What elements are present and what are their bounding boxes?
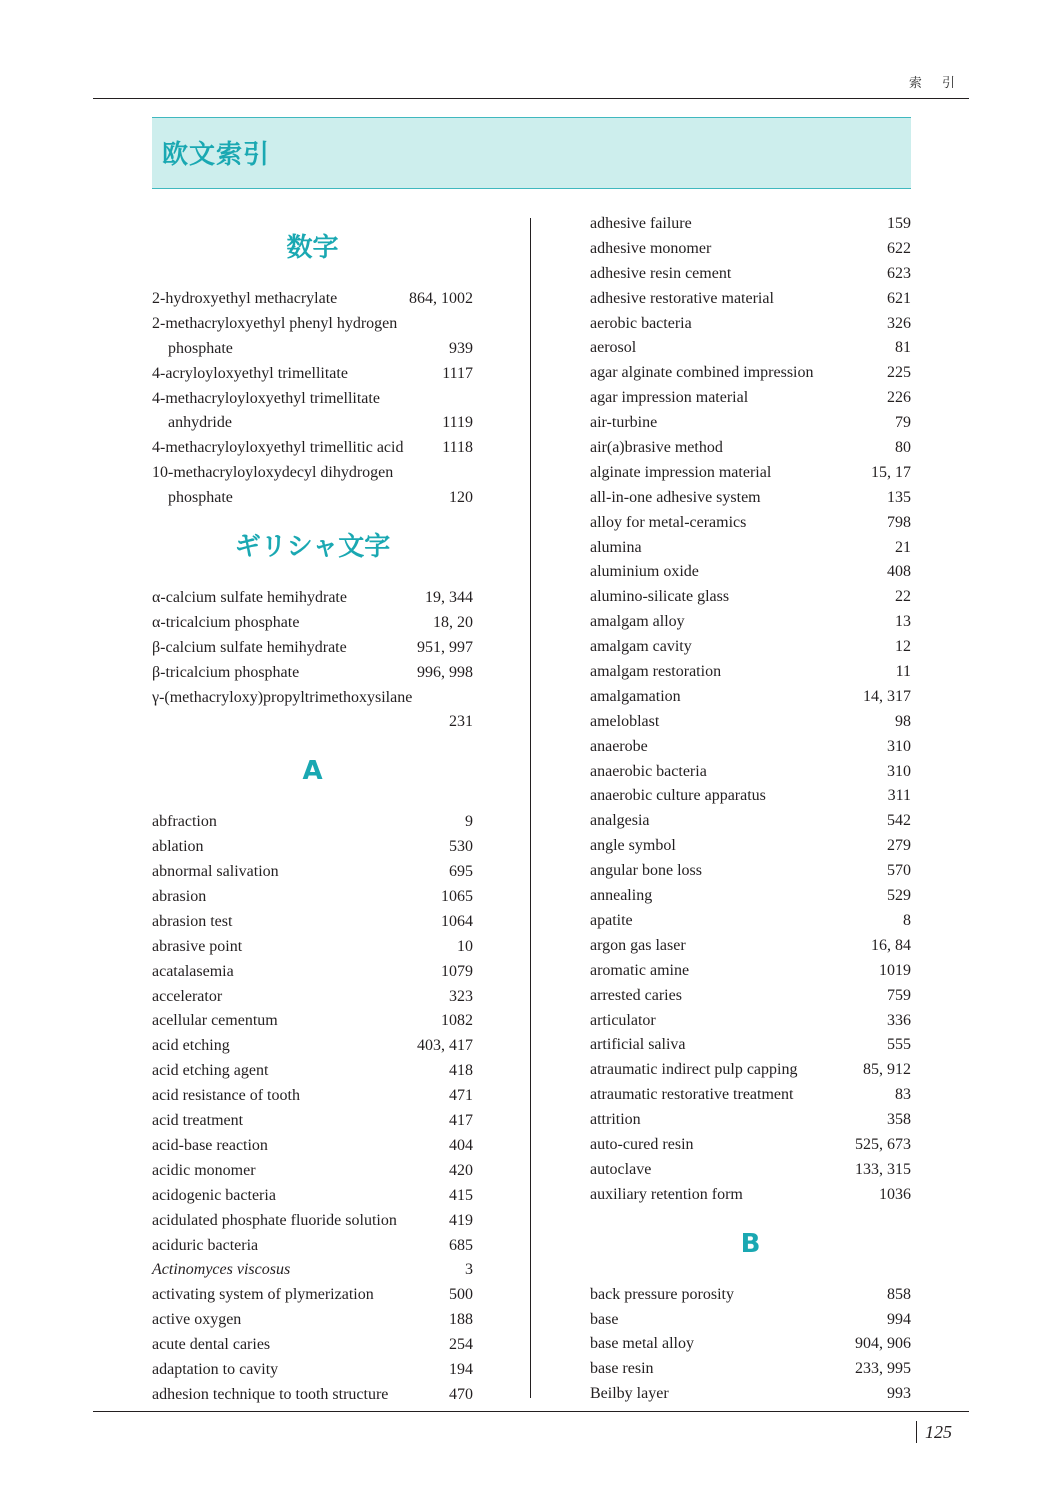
index-entry bbox=[152, 486, 473, 511]
index-term: annealing bbox=[590, 887, 653, 905]
index-term: abrasion test bbox=[152, 912, 233, 930]
index-pages: 254 bbox=[449, 1336, 473, 1354]
index-pages: 310 bbox=[887, 762, 911, 780]
index-pages: 1036 bbox=[879, 1185, 911, 1203]
index-term: base resin bbox=[590, 1360, 654, 1378]
index-term: 2-hydroxyethyl methacrylate bbox=[152, 290, 338, 307]
index-term: agar impression material bbox=[590, 389, 749, 407]
index-entry bbox=[590, 461, 911, 486]
index-term: 10-methacryloyloxydecyl dihydrogen bbox=[152, 464, 394, 482]
index-term: acid etching agent bbox=[152, 1062, 269, 1080]
index-pages: 231 bbox=[449, 713, 473, 731]
index-entry bbox=[590, 1083, 911, 1108]
index-term: alumina bbox=[590, 538, 642, 556]
index-term: γ-(methacryloxy)propyltrimethoxysilane bbox=[152, 688, 413, 706]
index-entry bbox=[590, 760, 911, 785]
index-term: amalgam alloy bbox=[590, 613, 685, 631]
index-pages: 403, 417 bbox=[417, 1037, 473, 1055]
index-column-left bbox=[152, 212, 473, 1408]
index-entry bbox=[590, 1357, 911, 1382]
index-term: adhesive monomer bbox=[590, 239, 712, 257]
index-entry bbox=[590, 1108, 911, 1133]
index-entry bbox=[590, 361, 911, 386]
index-pages: 358 bbox=[887, 1111, 911, 1129]
index-term: β-calcium sulfate hemihydrate bbox=[152, 638, 347, 656]
index-term: base metal alloy bbox=[590, 1335, 694, 1353]
index-term: anaerobe bbox=[590, 737, 648, 755]
index-term: amalgam restoration bbox=[590, 663, 722, 681]
index-entry bbox=[590, 536, 911, 561]
index-entry bbox=[152, 611, 473, 636]
index-entry bbox=[152, 860, 473, 885]
index-term: 4-methacryloyloxyethyl trimellitate bbox=[152, 389, 380, 407]
index-pages: 1082 bbox=[441, 1012, 473, 1030]
index-pages: 994 bbox=[887, 1310, 911, 1328]
index-pages: 98 bbox=[895, 712, 911, 730]
index-term: anhydride bbox=[168, 414, 232, 432]
index-pages: 159 bbox=[887, 215, 911, 232]
index-entry bbox=[152, 1009, 473, 1034]
index-term: abrasive point bbox=[152, 937, 243, 955]
index-pages: 420 bbox=[449, 1161, 473, 1179]
index-entry bbox=[590, 436, 911, 461]
index-pages: 685 bbox=[449, 1236, 473, 1254]
index-pages: 120 bbox=[449, 489, 473, 507]
index-pages: 408 bbox=[887, 563, 911, 581]
index-pages: 1119 bbox=[442, 414, 473, 432]
index-term: acatalasemia bbox=[152, 962, 234, 980]
index-pages: 418 bbox=[449, 1062, 473, 1080]
index-term: aluminium oxide bbox=[590, 563, 699, 581]
index-entry bbox=[590, 1009, 911, 1034]
index-term: acid-base reaction bbox=[152, 1136, 268, 1154]
index-column-right bbox=[590, 212, 911, 1407]
index-pages: 80 bbox=[895, 439, 911, 457]
index-pages: 8 bbox=[903, 911, 911, 929]
page-number: 125 bbox=[916, 1421, 952, 1443]
index-pages: 996, 998 bbox=[417, 663, 473, 681]
index-pages: 417 bbox=[449, 1112, 473, 1130]
index-pages: 470 bbox=[449, 1385, 473, 1403]
index-pages: 1064 bbox=[441, 912, 473, 930]
index-term: air-turbine bbox=[590, 414, 658, 432]
index-pages: 135 bbox=[887, 488, 911, 506]
index-term: apatite bbox=[590, 911, 633, 929]
section-heading: A bbox=[302, 756, 323, 787]
index-pages: 864, 1002 bbox=[409, 290, 473, 307]
index-entry bbox=[590, 1382, 911, 1407]
index-entry bbox=[590, 859, 911, 884]
index-pages: 904, 906 bbox=[855, 1335, 911, 1353]
index-pages: 225 bbox=[887, 364, 911, 382]
index-entry bbox=[590, 834, 911, 859]
index-term: acid resistance of tooth bbox=[152, 1087, 300, 1105]
index-pages: 759 bbox=[887, 986, 911, 1004]
index-pages: 133, 315 bbox=[855, 1160, 911, 1178]
index-pages: 22 bbox=[895, 588, 911, 606]
index-entry bbox=[590, 1158, 911, 1183]
index-pages: 570 bbox=[887, 862, 911, 880]
index-pages: 1117 bbox=[442, 364, 473, 382]
index-entry bbox=[152, 411, 473, 436]
index-term: atraumatic restorative treatment bbox=[590, 1086, 794, 1104]
index-pages: 79 bbox=[895, 414, 911, 432]
index-pages: 798 bbox=[887, 513, 911, 531]
bottom-rule bbox=[93, 1411, 969, 1412]
index-pages: 11 bbox=[895, 663, 911, 681]
index-entry bbox=[590, 660, 911, 685]
index-entry bbox=[590, 959, 911, 984]
index-pages: 951, 997 bbox=[417, 638, 473, 656]
index-term: acidic monomer bbox=[152, 1161, 256, 1179]
index-entry bbox=[152, 985, 473, 1010]
index-pages: 542 bbox=[887, 812, 911, 830]
index-entry bbox=[590, 560, 911, 585]
index-term: arrested caries bbox=[590, 986, 682, 1004]
index-pages: 500 bbox=[449, 1286, 473, 1304]
index-pages: 404 bbox=[449, 1136, 473, 1154]
index-entry bbox=[152, 1358, 473, 1383]
index-pages: 1065 bbox=[441, 888, 473, 906]
index-pages: 21 bbox=[895, 538, 911, 556]
index-entry bbox=[590, 511, 911, 536]
index-pages: 10 bbox=[457, 937, 473, 955]
index-term: argon gas laser bbox=[590, 936, 686, 954]
index-entry bbox=[152, 686, 473, 711]
index-pages: 323 bbox=[449, 987, 473, 1005]
index-term: ablation bbox=[152, 838, 204, 856]
index-pages: 188 bbox=[449, 1311, 473, 1329]
index-entry bbox=[152, 1333, 473, 1358]
index-term: Beilby layer bbox=[590, 1385, 669, 1403]
index-pages: 939 bbox=[449, 339, 473, 357]
index-term: auxiliary retention form bbox=[590, 1185, 743, 1203]
index-term: attrition bbox=[590, 1111, 641, 1129]
index-term: alumino-silicate glass bbox=[590, 588, 730, 606]
index-term: acid treatment bbox=[152, 1112, 244, 1130]
index-term: adaptation to cavity bbox=[152, 1360, 279, 1378]
index-term: all-in-one adhesive system bbox=[590, 488, 761, 506]
index-entry bbox=[152, 1159, 473, 1184]
index-entry bbox=[152, 960, 473, 985]
index-entry bbox=[590, 1332, 911, 1357]
index-pages: 419 bbox=[449, 1211, 473, 1229]
index-term: abnormal salivation bbox=[152, 863, 279, 881]
index-entry bbox=[590, 262, 911, 287]
index-term: adhesive resin cement bbox=[590, 264, 732, 282]
index-entry bbox=[590, 984, 911, 1009]
index-entry bbox=[590, 735, 911, 760]
index-term: angular bone loss bbox=[590, 862, 702, 880]
index-term: acute dental caries bbox=[152, 1336, 271, 1354]
index-entry bbox=[590, 1308, 911, 1333]
index-entry bbox=[590, 809, 911, 834]
index-pages: 81 bbox=[895, 339, 911, 357]
index-entry bbox=[152, 710, 473, 735]
index-pages: 18, 20 bbox=[433, 613, 473, 631]
index-pages: 9 bbox=[465, 813, 473, 831]
index-term: acid etching bbox=[152, 1037, 230, 1055]
index-term: phosphate bbox=[168, 339, 233, 357]
index-term: aromatic amine bbox=[590, 961, 690, 979]
index-pages: 16, 84 bbox=[871, 936, 911, 954]
index-entry bbox=[590, 237, 911, 262]
index-term: artificial saliva bbox=[590, 1036, 686, 1054]
index-entry bbox=[590, 312, 911, 337]
index-pages: 530 bbox=[449, 838, 473, 856]
index-entry bbox=[152, 1234, 473, 1259]
index-pages: 695 bbox=[449, 863, 473, 881]
index-term: phosphate bbox=[168, 489, 233, 507]
section-heading: 数字 bbox=[286, 233, 339, 263]
index-entry bbox=[590, 1058, 911, 1083]
index-entry bbox=[590, 336, 911, 361]
index-term: base bbox=[590, 1310, 619, 1328]
index-entry bbox=[590, 710, 911, 735]
index-entry bbox=[152, 337, 473, 362]
index-entry bbox=[152, 1034, 473, 1059]
index-term: acidogenic bacteria bbox=[152, 1186, 276, 1204]
index-entry bbox=[590, 610, 911, 635]
index-pages: 226 bbox=[887, 389, 911, 407]
section-heading: B bbox=[740, 1228, 761, 1259]
index-term: accelerator bbox=[152, 987, 223, 1005]
index-pages: 1079 bbox=[441, 962, 473, 980]
index-term: aerobic bacteria bbox=[590, 314, 692, 332]
index-pages: 15, 17 bbox=[871, 463, 911, 481]
index-term: α-calcium sulfate hemihydrate bbox=[152, 589, 347, 607]
index-entry bbox=[152, 1283, 473, 1308]
index-term: auto-cured resin bbox=[590, 1135, 694, 1153]
index-entry bbox=[152, 935, 473, 960]
index-term: air(a)brasive method bbox=[590, 439, 723, 457]
index-term: ameloblast bbox=[590, 712, 660, 730]
index-entry bbox=[590, 685, 911, 710]
index-entry bbox=[590, 287, 911, 312]
index-pages: 1118 bbox=[442, 439, 473, 457]
column-divider bbox=[530, 218, 531, 1398]
index-entry bbox=[152, 436, 473, 461]
index-entry bbox=[152, 1258, 473, 1283]
index-term: Actinomyces viscosus bbox=[152, 1261, 291, 1279]
index-term: anaerobic culture apparatus bbox=[590, 787, 766, 805]
index-pages: 3 bbox=[465, 1261, 473, 1279]
index-term: alginate impression material bbox=[590, 463, 772, 481]
index-entry bbox=[590, 486, 911, 511]
index-term: β-tricalcium phosphate bbox=[152, 663, 300, 681]
index-pages: 19, 344 bbox=[425, 589, 473, 607]
index-entry bbox=[152, 461, 473, 486]
index-term: alloy for metal-ceramics bbox=[590, 513, 747, 531]
index-pages: 311 bbox=[887, 787, 911, 805]
index-entry bbox=[590, 585, 911, 610]
index-entry bbox=[152, 1134, 473, 1159]
section-heading: ギリシャ文字 bbox=[234, 532, 391, 563]
index-entry bbox=[152, 1308, 473, 1333]
index-entry bbox=[152, 362, 473, 387]
index-pages: 14, 317 bbox=[863, 687, 911, 705]
index-entry bbox=[152, 1184, 473, 1209]
index-entry bbox=[590, 212, 911, 237]
index-pages: 621 bbox=[887, 289, 911, 307]
index-pages: 415 bbox=[449, 1186, 473, 1204]
index-term: adhesive failure bbox=[590, 215, 692, 232]
index-entry bbox=[590, 784, 911, 809]
index-pages: 555 bbox=[887, 1036, 911, 1054]
index-pages: 310 bbox=[887, 737, 911, 755]
index-pages: 622 bbox=[887, 239, 911, 257]
index-entry bbox=[152, 1209, 473, 1234]
index-term: activating system of plymerization bbox=[152, 1286, 374, 1304]
index-term: back pressure porosity bbox=[590, 1285, 734, 1303]
index-term: aciduric bacteria bbox=[152, 1236, 259, 1254]
index-term: active oxygen bbox=[152, 1311, 242, 1329]
index-pages: 529 bbox=[887, 887, 911, 905]
index-entry bbox=[590, 1283, 911, 1308]
index-entry bbox=[152, 1059, 473, 1084]
index-pages: 233, 995 bbox=[855, 1360, 911, 1378]
index-term: 4-methacryloyloxyethyl trimellitic acid bbox=[152, 439, 404, 457]
section-banner bbox=[152, 117, 911, 189]
index-entry bbox=[590, 884, 911, 909]
index-term: adhesive restorative material bbox=[590, 289, 774, 307]
index-entry bbox=[152, 1383, 473, 1408]
index-pages: 336 bbox=[887, 1011, 911, 1029]
banner-title: 欧文索引 bbox=[162, 140, 271, 170]
index-term: acellular cementum bbox=[152, 1012, 278, 1030]
index-term: amalgamation bbox=[590, 687, 681, 705]
index-pages: 279 bbox=[887, 837, 911, 855]
index-pages: 1019 bbox=[879, 961, 911, 979]
index-entry bbox=[152, 1109, 473, 1134]
index-entry bbox=[152, 312, 473, 337]
top-rule bbox=[93, 98, 969, 99]
index-term: amalgam cavity bbox=[590, 638, 692, 656]
index-term: 4-acryloyloxyethyl trimellitate bbox=[152, 364, 348, 382]
index-entry bbox=[590, 1133, 911, 1158]
index-entry bbox=[152, 661, 473, 686]
index-term: aerosol bbox=[590, 339, 637, 357]
index-pages: 12 bbox=[895, 638, 911, 656]
index-entry bbox=[152, 287, 473, 312]
index-entry bbox=[590, 386, 911, 411]
index-entry bbox=[152, 910, 473, 935]
index-entry bbox=[152, 636, 473, 661]
index-pages: 326 bbox=[887, 314, 911, 332]
index-term: abrasion bbox=[152, 888, 207, 906]
running-head: 索 引 bbox=[908, 76, 963, 91]
index-pages: 993 bbox=[887, 1385, 911, 1403]
index-entry bbox=[590, 411, 911, 436]
index-pages: 85, 912 bbox=[863, 1061, 911, 1079]
index-pages: 471 bbox=[449, 1087, 473, 1105]
index-entry bbox=[152, 810, 473, 835]
index-entry bbox=[590, 1033, 911, 1058]
index-term: 2-methacryloxyethyl phenyl hydrogen bbox=[152, 314, 398, 332]
index-pages: 194 bbox=[449, 1360, 473, 1378]
index-entry bbox=[152, 586, 473, 611]
index-term: autoclave bbox=[590, 1160, 652, 1178]
index-pages: 525, 673 bbox=[855, 1135, 911, 1153]
index-term: articulator bbox=[590, 1011, 656, 1029]
index-entry bbox=[590, 934, 911, 959]
index-entry bbox=[152, 885, 473, 910]
index-term: abfraction bbox=[152, 813, 217, 831]
index-entry bbox=[152, 1084, 473, 1109]
index-term: angle symbol bbox=[590, 837, 676, 855]
index-term: atraumatic indirect pulp capping bbox=[590, 1061, 798, 1079]
index-entry bbox=[590, 909, 911, 934]
index-pages: 623 bbox=[887, 264, 911, 282]
index-term: agar alginate combined impression bbox=[590, 364, 814, 382]
index-entry bbox=[590, 1183, 911, 1208]
index-term: analgesia bbox=[590, 812, 650, 830]
index-entry bbox=[152, 835, 473, 860]
index-term: acidulated phosphate fluoride solution bbox=[152, 1211, 397, 1229]
index-term: anaerobic bacteria bbox=[590, 762, 707, 780]
index-pages: 83 bbox=[895, 1086, 911, 1104]
index-pages: 13 bbox=[895, 613, 911, 631]
index-pages: 858 bbox=[887, 1285, 911, 1303]
index-entry bbox=[590, 635, 911, 660]
index-term: adhesion technique to tooth structure bbox=[152, 1385, 389, 1403]
index-term: α-tricalcium phosphate bbox=[152, 613, 300, 631]
index-entry bbox=[152, 387, 473, 412]
